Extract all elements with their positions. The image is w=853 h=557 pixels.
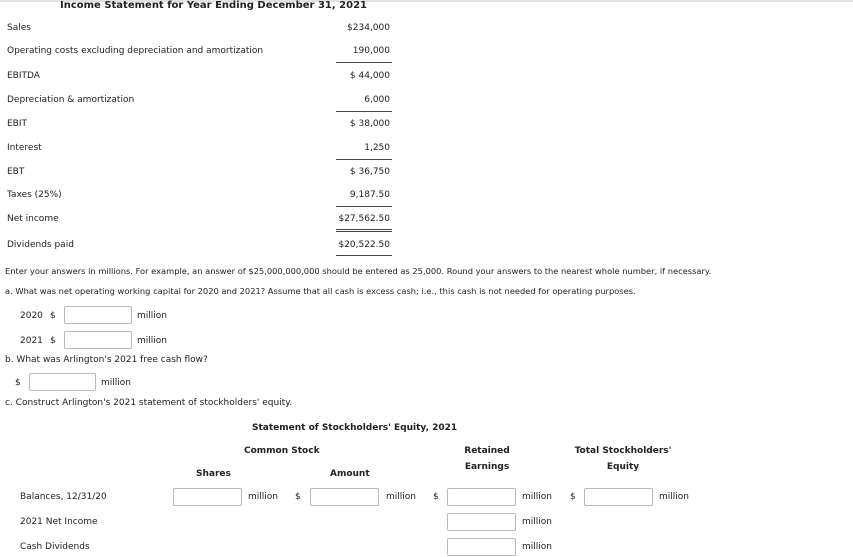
- subtotal-rule: [336, 111, 392, 112]
- dollar-sign: $: [15, 378, 21, 388]
- year-2021-label: 2021: [20, 336, 43, 346]
- million-unit: million: [101, 378, 131, 388]
- million-unit: million: [522, 492, 552, 502]
- row-label-net-income: Net income: [7, 214, 59, 224]
- row-label-depreciation: Depreciation & amortization: [7, 95, 135, 105]
- nowc-2020-input[interactable]: [64, 306, 132, 324]
- row-label-net-income-2021: 2021 Net Income: [20, 517, 98, 527]
- header-amount: Amount: [330, 469, 370, 479]
- year-2020-label: 2020: [20, 311, 43, 321]
- row-value-operating-costs: 190,000: [352, 46, 390, 56]
- row-value-ebt: $ 36,750: [349, 167, 390, 177]
- free-cash-flow-input[interactable]: [29, 373, 96, 391]
- subtotal-rule: [336, 62, 392, 63]
- header-shares: Shares: [196, 469, 231, 479]
- subtotal-rule: [336, 206, 392, 207]
- dollar-sign: $: [50, 311, 56, 321]
- row-label-ebit: EBIT: [7, 119, 28, 129]
- row-label-taxes: Taxes (25%): [7, 190, 62, 200]
- instructions-text: Enter your answers in millions. For example, an answer of $25,000,000,000 should be entered as 25,000. Round your answers to the nearest whole number, if necessary.: [5, 266, 712, 276]
- nowc-2021-input[interactable]: [64, 331, 132, 349]
- equity-table-title: Statement of Stockholders' Equity, 2021: [252, 423, 458, 433]
- header-retained-earnings-line1: Retained: [464, 446, 510, 456]
- balances-total-equity-input[interactable]: [584, 488, 653, 506]
- question-a-text: a. What was net operating working capital for 2020 and 2021? Assume that all cash is excess cash; i.e., this cash is not needed for operating purposes.: [5, 286, 636, 296]
- dollar-sign: $: [433, 492, 439, 502]
- question-b-text: b. What was Arlington's 2021 free cash flow?: [5, 355, 208, 365]
- double-rule: [336, 255, 392, 256]
- row-label-ebitda: EBITDA: [7, 71, 40, 81]
- question-c-text: c. Construct Arlington's 2021 statement of stockholders' equity.: [5, 398, 293, 408]
- row-label-sales: Sales: [7, 23, 31, 33]
- million-unit: million: [522, 542, 552, 552]
- row-value-dividends: $20,522.50: [338, 240, 390, 250]
- row-label-ebt: EBT: [7, 167, 25, 177]
- income-statement-title: Income Statement for Year Ending December 31, 2021: [60, 0, 367, 11]
- row-label-balances: Balances, 12/31/20: [20, 492, 107, 502]
- double-rule: [336, 231, 392, 232]
- row-label-operating-costs: Operating costs excluding depreciation and amortization: [7, 46, 264, 56]
- header-total-equity-line2: Equity: [606, 462, 640, 472]
- balances-amount-input[interactable]: [310, 488, 379, 506]
- row-label-cash-dividends: Cash Dividends: [20, 542, 90, 552]
- net-income-retained-earnings-input[interactable]: [447, 513, 516, 531]
- double-rule: [336, 229, 392, 230]
- balances-retained-earnings-input[interactable]: [447, 488, 516, 506]
- balances-shares-input[interactable]: [173, 488, 242, 506]
- dividends-retained-earnings-input[interactable]: [447, 538, 516, 556]
- subtotal-rule: [336, 159, 392, 160]
- header-retained-earnings-line2: Earnings: [464, 462, 510, 472]
- dollar-sign: $: [50, 336, 56, 346]
- million-unit: million: [248, 492, 278, 502]
- header-total-equity-line1: Total Stockholders': [574, 446, 672, 456]
- million-unit: million: [659, 492, 689, 502]
- row-label-interest: Interest: [7, 143, 42, 153]
- dollar-sign: $: [295, 492, 301, 502]
- million-unit: million: [386, 492, 416, 502]
- row-value-net-income: $27,562.50: [338, 214, 390, 224]
- million-unit: million: [137, 336, 167, 346]
- million-unit: million: [137, 311, 167, 321]
- header-common-stock: Common Stock: [244, 446, 320, 456]
- row-value-depreciation: 6,000: [364, 95, 390, 105]
- row-value-sales: $234,000: [347, 23, 390, 33]
- row-value-interest: 1,250: [364, 143, 390, 153]
- million-unit: million: [522, 517, 552, 527]
- row-value-ebitda: $ 44,000: [349, 71, 390, 81]
- row-label-dividends: Dividends paid: [7, 240, 74, 250]
- row-value-taxes: 9,187.50: [349, 190, 390, 200]
- row-value-ebit: $ 38,000: [349, 119, 390, 129]
- dollar-sign: $: [570, 492, 576, 502]
